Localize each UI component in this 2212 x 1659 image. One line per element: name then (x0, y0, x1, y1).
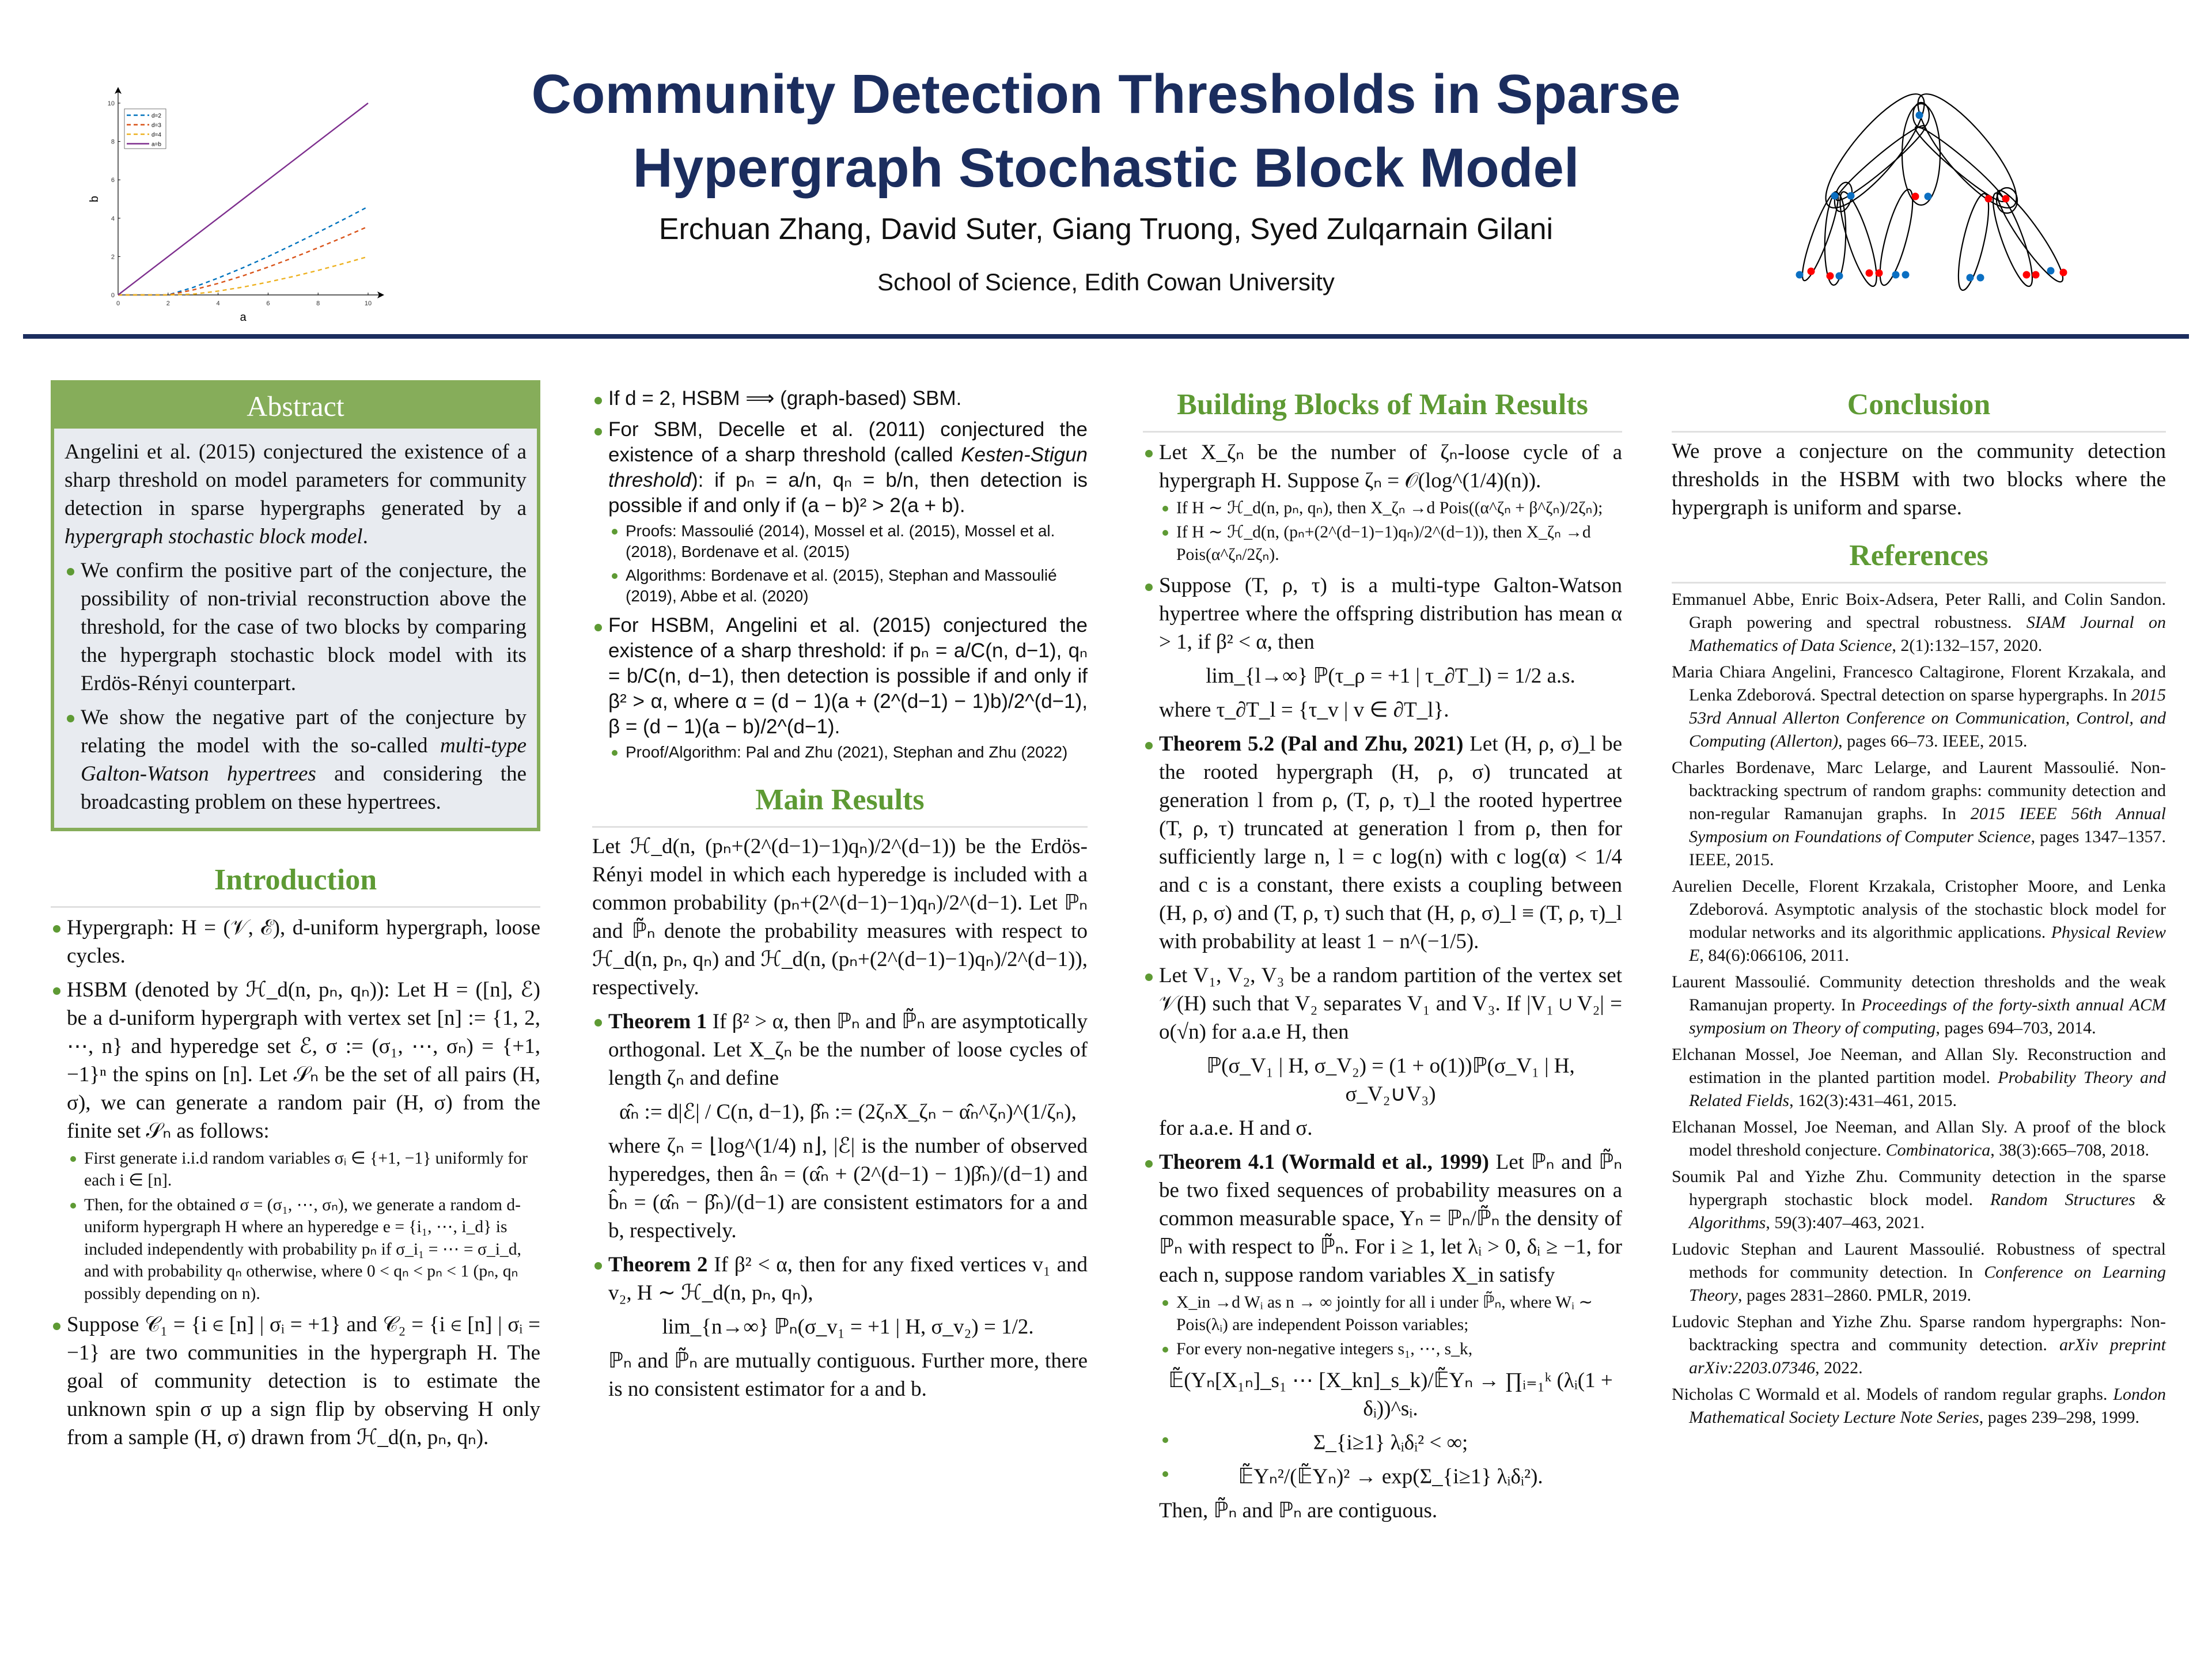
vertex-blue (1892, 271, 1900, 279)
x-tick-label: 2 (166, 300, 170, 307)
sub-bullet-item (1143, 1291, 1622, 1336)
main-results-heading: Main Results (592, 780, 1088, 828)
reference-text: Laurent Massoulié. Community detection thresholds and the weak Ramanujan property. In (1672, 972, 2166, 1014)
reference-venue: SIAM Journal on Mathematics of Data Science (1689, 613, 2166, 655)
y-tick-label: 2 (111, 253, 115, 261)
text: Suppose (T, ρ, τ) is a multi-type Galton-Watson hypertree where the offspring distribution has mean α > 1, if β² < α, then (1159, 574, 1622, 654)
theorem-label: Theorem 2 (608, 1252, 708, 1277)
text: 𝔼̃(Yₙ[X₁ₙ]_s₁ ⋯ [X_kn]_s_k)/𝔼̃Yₙ → ∏ᵢ₌₁ᵏ (λᵢ(1 + δᵢ))^sᵢ. (1168, 1368, 1613, 1421)
hyperedge (1986, 190, 2040, 290)
reference-venue: Conference on Learning Theory (1689, 1263, 2166, 1305)
text: Angelini et al. (2015) conjectured the existence of a sharp threshold on model parameters for community detection in sparse hypergraphs generated by a (65, 440, 527, 520)
paragraph-continuation (1143, 1114, 1622, 1142)
reference-item (1672, 588, 2166, 657)
text: ℙ(σ_V₁ | H, σ_V₂) = (1 + o(1))ℙ(σ_V₁ | H, σ_V₂∪V₃) (1206, 1054, 1575, 1107)
sub-bullet-item (51, 1147, 540, 1192)
text: Let V₁, V₂, V₃ be a random partition of the vertex set 𝒱(H) such that V₂ separates V₁ and V₃. If |V₁ ∪ V₂| = o(√n) for a.a.e H, then (1159, 964, 1622, 1044)
bullet-item (592, 613, 1088, 740)
text: ): if pₙ = a/n, qₙ = b/n, then detection is possible if and only if (a − b)² > 2(a + b). (608, 469, 1088, 517)
text: Algorithms: Bordenave et al. (2015), Stephan and Massoulié (2019), Abbe et al. (2020) (626, 566, 1057, 605)
reference-venue: Random Structures & Algorithms (1689, 1190, 2166, 1232)
text: for a.a.e. H and σ. (1159, 1116, 1313, 1141)
reference-item (1672, 1310, 2166, 1380)
vertex-red (2023, 271, 2031, 279)
reference-venue: London Mathematical Society Lecture Note Series (1689, 1385, 2166, 1427)
reference-venue: 2015 53rd Annual Allerton Conference on Communication, Control, and Computing (Allerton) (1689, 685, 2166, 751)
affiliation: School of Science, Edith Cowan University (877, 268, 1335, 296)
column-1 (51, 380, 540, 1452)
references-list (1672, 588, 2166, 1429)
paragraph (65, 438, 527, 551)
title-line-1: Community Detection Thresholds in Sparse (531, 63, 1681, 125)
text: 𝔼̃Yₙ²/(𝔼̃Yₙ)² → exp(Σ_{i≥1} λᵢδᵢ²). (1238, 1464, 1543, 1488)
vertex-blue (1925, 193, 1932, 200)
sub-bullet-item (1143, 521, 1622, 566)
text: If β² < α, then for any fixed vertices v₁ and v₂, H ∼ ℋ_d(n, pₙ, qₙ), (608, 1252, 1088, 1305)
y-axis-label: b (88, 195, 101, 203)
reference-item (1672, 1238, 2166, 1307)
vertex-blue (1967, 274, 1974, 282)
vertex-red (1876, 270, 1883, 277)
text: lim_{n→∞} ℙₙ(σ_v₁ = +1 | H, σ_v₂) = 1/2. (662, 1315, 1034, 1339)
x-tick-label: 10 (364, 300, 372, 307)
reference-venue: arXiv preprint arXiv:2203.07346 (1689, 1335, 2166, 1377)
y-tick-label: 8 (111, 138, 115, 146)
legend-label: d=2 (151, 113, 161, 119)
bullet-item (65, 556, 527, 698)
text: Hypergraph: H = (𝒱, ℰ), d-uniform hypergraph, loose cycles. (67, 916, 540, 968)
equation (1143, 1052, 1622, 1108)
text: X_in →d Wᵢ as n → ∞ jointly for all i under ℙ̃ₙ, where Wᵢ ∼ Pois(λᵢ) are independent Poisson variables; (1176, 1293, 1593, 1334)
paragraph-continuation (1143, 696, 1622, 724)
vertex-red (1827, 272, 1834, 280)
bullet-item (592, 1007, 1088, 1092)
reference-item (1672, 1165, 2166, 1234)
text: First generate i.i.d random variables σᵢ ∈ {+1, −1} uniformly for each i ∈ [n]. (84, 1149, 528, 1190)
vertex-blue (1836, 272, 1843, 280)
emphasis: Kesten-Stigun threshold (608, 444, 1088, 491)
text: Let X_ζₙ be the number of ζₙ-loose cycle of a hypergraph H. Suppose ζₙ = 𝒪(log^(1/4)(n)). (1159, 441, 1622, 493)
reference-text: , 59(3):407–463, 2021. (1766, 1213, 1925, 1232)
text: If H ∼ ℋ_d(n, (pₙ+(2^(d−1)−1)qₙ)/2^(d−1)), then X_ζₙ →d Pois(α^ζₙ/2ζₙ). (1176, 523, 1591, 564)
sub-bullet-item (1143, 497, 1622, 519)
abstract-heading: Abstract (54, 384, 537, 429)
conclusion-heading: Conclusion (1672, 385, 2166, 433)
text: For every non-negative integers s₁, ⋯, s_k, (1176, 1340, 1473, 1359)
legend-label: a=b (151, 141, 161, 148)
text: For HSBM, Angelini et al. (2015) conjectured the existence of a sharp threshold: if pₙ = a/C(n, d−1), qₙ = b/C(n, d−1), then detection is possible if and only if β² > α, where α = (d − 1)(a + (2^(d−1) − 1)b)/2^(d−1), β = (d − 1)(a − b)/2^(d−1). (608, 613, 1088, 738)
text: Then, for the obtained σ = (σ₁, ⋯, σₙ), we generate a random d-uniform hypergraph H where an hyperedge e = {i₁, ⋯, i_d} is included independently with probability pₙ if σ_i₁ = ⋯ = σ_i_d, and with probability qₙ otherwise, where 0 < qₙ < pₙ < 1 (pₙ, qₙ possibly depending on n). (84, 1195, 521, 1303)
equation (1143, 1463, 1622, 1491)
column-4 (1672, 380, 2166, 1433)
bullet-item (1143, 730, 1622, 956)
vertex-red (1866, 270, 1873, 277)
authors: Erchuan Zhang, David Suter, Giang Truong, Syed Zulqarnain Gilani (658, 213, 1554, 246)
background-body (592, 386, 1088, 763)
reference-venue: Combinatorica (1885, 1141, 1991, 1160)
paragraph-continuation (592, 1347, 1088, 1403)
vertex-blue (1847, 192, 1855, 200)
poster-title (472, 58, 1740, 205)
reference-text: , 2022. (1815, 1358, 1863, 1377)
reference-text: Maria Chiara Angelini, Francesco Caltagirone, Florent Krzakala, and Lenka Zdeborová. Spectral detection on sparse hypergraphs. In (1672, 662, 2166, 704)
reference-text: Soumik Pal and Yizhe Zhu. Community detection in the sparse hypergraph stochastic block model. (1672, 1167, 2166, 1209)
vertex-blue (1796, 271, 1804, 279)
text: Let ℋ_d(n, (pₙ+(2^(d−1)−1)qₙ)/2^(d−1)) be the Erdös-Rényi model in which each hyperedge is included with a common probability (pₙ+(2^(d−1)−1)qₙ)/2^(d−1). Let ℙₙ and ℙ̃ₙ denote the probability measures with respect to ℋ_d(n, pₙ, qₙ) and ℋ_d(n, (pₙ+(2^(d−1)−1)qₙ)/2^(d−1)), respectively. (592, 834, 1088, 999)
paragraph (592, 832, 1088, 1002)
text: Σ_{i≥1} λᵢδᵢ² < ∞; (1313, 1430, 1468, 1455)
x-axis-label: a (240, 311, 247, 324)
text: If H ∼ ℋ_d(n, pₙ, qₙ), then X_ζₙ →d Pois((α^ζₙ + β^ζₙ)/2ζₙ); (1176, 499, 1603, 517)
threshold-chart (86, 81, 386, 334)
x-tick-label: 0 (116, 300, 120, 307)
paragraph-continuation (592, 1132, 1088, 1245)
reference-item (1672, 875, 2166, 967)
theorem-label: Theorem 1 (608, 1009, 707, 1033)
x-tick-label: 4 (216, 300, 220, 307)
text: ℙₙ and ℙ̃ₙ are mutually contiguous. Further more, there is no consistent estimator for a and b. (608, 1349, 1088, 1401)
reference-text: Nicholas C Wormald et al. Models of random regular graphs. (1672, 1385, 2113, 1404)
reference-item (1672, 1383, 2166, 1429)
reference-item (1672, 971, 2166, 1040)
hypertree-figure (1786, 75, 2131, 317)
reference-text: Ludovic Stephan and Laurent Massoulié. Robustness of spectral methods for community detection. In (1672, 1240, 2166, 1282)
text: Then, ℙ̃ₙ and ℙₙ are contiguous. (1159, 1498, 1438, 1522)
text: We prove a conjecture on the community detection thresholds in the HSBM with two blocks where the hypergraph is uniform and sparse. (1672, 440, 2166, 520)
reference-text: , pages 694–703, 2014. (1936, 1018, 2096, 1037)
hyperedge (1797, 189, 1844, 283)
reference-text: Charles Bordenave, Marc Lelarge, and Laurent Massoulié. Non-backtracking spectrum of random graphs: community detection and non-regular Ramanujan graphs. In (1672, 758, 2166, 823)
reference-text: Elchanan Mossel, Joe Neeman, and Allan Sly. A proof of the block model threshold conjecture. (1672, 1118, 2166, 1160)
bullet-item (1143, 961, 1622, 1046)
series-line-d=2 (118, 207, 368, 295)
sub-bullet-item (1143, 1338, 1622, 1360)
text: α̂ₙ := d|ℰ| / C(n, d−1), β̂ₙ := (2ζₙX_ζₙ − α̂ₙ^ζₙ)^(1/ζₙ), (619, 1100, 1077, 1124)
vertex-red (2032, 271, 2040, 279)
emphasis: hypergraph stochastic block model (65, 525, 363, 548)
reference-text: , 38(3):665–708, 2018. (1990, 1141, 2150, 1160)
introduction-body (51, 914, 540, 1452)
introduction-heading: Introduction (51, 860, 540, 908)
text: If d = 2, HSBM ⟹ (graph-based) SBM. (608, 387, 962, 410)
sub-bullet-item (592, 742, 1088, 763)
sub-bullet-item (592, 521, 1088, 563)
sub-bullet-item (592, 565, 1088, 607)
x-tick-label: 6 (266, 300, 270, 307)
bullet-item (1143, 571, 1622, 656)
text: Proofs: Massoulié (2014), Mossel et al. (2015), Mossel et al. (2018), Bordenave et al. (2015) (626, 522, 1055, 561)
reference-text: , 2(1):132–157, 2020. (1892, 636, 2043, 655)
vertex-blue (2047, 267, 2055, 275)
vertex-blue (1902, 271, 1910, 279)
reference-text: Emmanuel Abbe, Enric Boix-Adsera, Peter Ralli, and Colin Sandon. Graph powering and spectral robustness. (1672, 590, 2166, 632)
vertex-blue (1916, 112, 1923, 119)
references-heading: References (1672, 536, 2166, 584)
main-results-body (592, 832, 1088, 1403)
reference-item (1672, 756, 2166, 872)
bullet-item (65, 703, 527, 816)
building-blocks-body (1143, 438, 1622, 1525)
sub-bullet-item (51, 1194, 540, 1305)
reference-text: , 162(3):431–461, 2015. (1789, 1091, 1957, 1110)
bullet-item (592, 417, 1088, 518)
equation (1143, 1429, 1622, 1457)
legend-label: d=3 (151, 122, 161, 129)
text: We confirm the positive part of the conjecture, the possibility of non-trivial reconstruction above the threshold, for the case of two blocks by comparing the hypergraph stochastic block model with its Erdös-Rényi counterpart. (81, 559, 527, 695)
theorem-label: Theorem 5.2 (Pal and Zhu, 2021) (1159, 732, 1464, 756)
bullet-item (1143, 438, 1622, 495)
bullet-item (51, 976, 540, 1145)
equation (1143, 1366, 1622, 1423)
series-line-d=3 (118, 226, 368, 295)
theorem-label: Theorem 4.1 (Wormald et al., 1999) (1159, 1150, 1489, 1175)
abstract-body (54, 429, 537, 828)
reference-text: Aurelien Decelle, Florent Krzakala, Cristopher Moore, and Lenka Zdeborová. Asymptotic analysis of the stochastic block model for modular networks and its algorithmic applications. (1672, 877, 2166, 942)
title-line-2: Hypergraph Stochastic Block Model (632, 137, 1580, 199)
text: where τ_∂T_l = {τ_v | v ∈ ∂T_l}. (1159, 698, 1449, 722)
equation (592, 1313, 1088, 1341)
y-tick-label: 0 (111, 292, 115, 299)
bullet-item (1143, 1148, 1622, 1289)
reference-text: , pages 239–298, 1999. (1979, 1408, 2140, 1427)
bullet-item (592, 386, 1088, 411)
text: We show the negative part of the conjecture by relating the model with the so-called (81, 706, 527, 757)
vertex-red (1985, 195, 1993, 203)
text: Let ℙₙ and ℙ̃ₙ be two fixed sequences of probability measures on a common measurable space, Yₙ = ℙₙ/ℙ̃ₙ the density of ℙₙ with respect to ℙ̃ₙ. For i ≥ 1, let λᵢ > 0, δᵢ ≥ −1, for each n, suppose random variables X_in satisfy (1159, 1150, 1622, 1287)
equation (592, 1098, 1088, 1126)
vertex-blue (1831, 192, 1839, 200)
equation (1143, 662, 1622, 690)
y-tick-label: 6 (111, 177, 115, 184)
reference-item (1672, 1116, 2166, 1162)
vertex-red (2060, 269, 2067, 276)
reference-text: , pages 2831–2860. PMLR, 2019. (1738, 1286, 1971, 1305)
text: and considering the broadcasting problem on these hypertrees. (81, 762, 527, 814)
column-2 (592, 380, 1088, 1403)
text: Suppose 𝒞₁ = {i ∈ [n] | σᵢ = +1} and 𝒞₂ = {i ∈ [n] | σᵢ = −1} are two communities in the hypergraph H. The goal of community detection is to estimate the unknown spin σ up a sign flip by observing H only from a sample (H, σ) drawn from ℋ_d(n, pₙ, qₙ). (67, 1313, 540, 1450)
reference-item (1672, 1043, 2166, 1112)
paragraph-continuation (1143, 1497, 1622, 1525)
reference-text: , pages 66–73. IEEE, 2015. (1838, 732, 2028, 751)
text: lim_{l→∞} ℙ(τ_ρ = +1 | τ_∂T_l) = 1/2 a.s. (1206, 664, 1575, 688)
bullet-item (51, 914, 540, 970)
x-tick-label: 8 (316, 300, 320, 307)
vertex-blue (1977, 274, 1984, 282)
reference-venue: Probability Theory and Related Fields (1689, 1068, 2166, 1110)
abstract-box (51, 380, 540, 831)
reference-text: Ludovic Stephan and Yizhe Zhu. Sparse random hypergraphs: Non-backtracking spectra and community detection. (1672, 1312, 2166, 1354)
column-3 (1143, 380, 1622, 1525)
text: HSBM (denoted by ℋ_d(n, pₙ, qₙ)): Let H = ([n], ℰ) be a d-uniform hypergraph with vertex set [n] := {1, 2, ⋯, n} and hyperedge set ℰ, σ := (σ₁, ⋯, σₙ) = {+1, −1}ⁿ the spins on [n]. Let 𝒮ₙ be the set of all pairs (H, σ), we can generate a random pair (H, σ) from the finite set 𝒮ₙ as follows: (67, 978, 540, 1143)
text: Proof/Algorithm: Pal and Zhu (2021), Stephan and Zhu (2022) (626, 743, 1068, 761)
y-tick-label: 10 (107, 100, 115, 107)
reference-venue: Proceedings of the forty-sixth annual ACM symposium on Theory of computing (1689, 995, 2166, 1037)
legend-label: d=4 (151, 132, 161, 138)
text: . (362, 525, 368, 548)
bullet-item (51, 1310, 540, 1452)
reference-item (1672, 661, 2166, 753)
reference-venue: Physical Review E (1689, 923, 2166, 965)
emphasis: multi-type Galton-Watson hypertrees (81, 734, 527, 786)
header-divider (23, 334, 2189, 339)
conclusion-body (1672, 437, 2166, 522)
y-tick-label: 4 (111, 215, 115, 222)
reference-text: , 84(6):066106, 2011. (1699, 946, 1850, 965)
hyperedge (1990, 185, 2070, 287)
building-blocks-heading: Building Blocks of Main Results (1143, 385, 1622, 433)
text: where ζₙ = ⌊log^(1/4) n⌋, |ℰ| is the number of observed hyperedges, then âₙ = (α̂ₙ + (2^(d−1) − 1)β̂ₙ)/(d−1) and b̂ₙ = (α̂ₙ − β̂ₙ)/(d−1) are consistent estimators for a and b, respectively. (608, 1134, 1088, 1243)
text: For SBM, Decelle et al. (2011) conjectured the existence of a sharp threshold (called (608, 418, 1088, 466)
reference-text: , pages 1347–1357. IEEE, 2015. (1689, 827, 2166, 869)
bullet-item (592, 1251, 1088, 1307)
vertex-red (1912, 193, 1919, 200)
vertex-red (1808, 268, 1815, 275)
text: If β² > α, then ℙₙ and ℙ̃ₙ are asymptotically orthogonal. Let X_ζₙ be the number of loose cycles of length ζₙ and define (608, 1009, 1088, 1090)
reference-venue: 2015 IEEE 56th Annual Symposium on Foundations of Computer Science (1689, 804, 2166, 846)
paragraph (1672, 437, 2166, 522)
reference-text: Elchanan Mossel, Joe Neeman, and Allan Sly. Reconstruction and estimation in the planted partition model. (1672, 1045, 2166, 1087)
text: Let (H, ρ, σ)_l be the rooted hypergraph (H, ρ, σ) truncated at generation l from ρ, (T, ρ, τ)_l the rooted hypertree (T, ρ, τ) truncated at generation l from ρ, then for sufficiently large n, l = c log(n) with c log(α) < 1/4 and c is a constant, there exists a coupling between (H, ρ, σ) and (T, ρ, τ) such that (H, ρ, σ)_l ≡ (T, ρ, τ)_l with probability at least 1 − n^(−1/5). (1159, 732, 1622, 954)
vertex-red (2002, 195, 2010, 203)
